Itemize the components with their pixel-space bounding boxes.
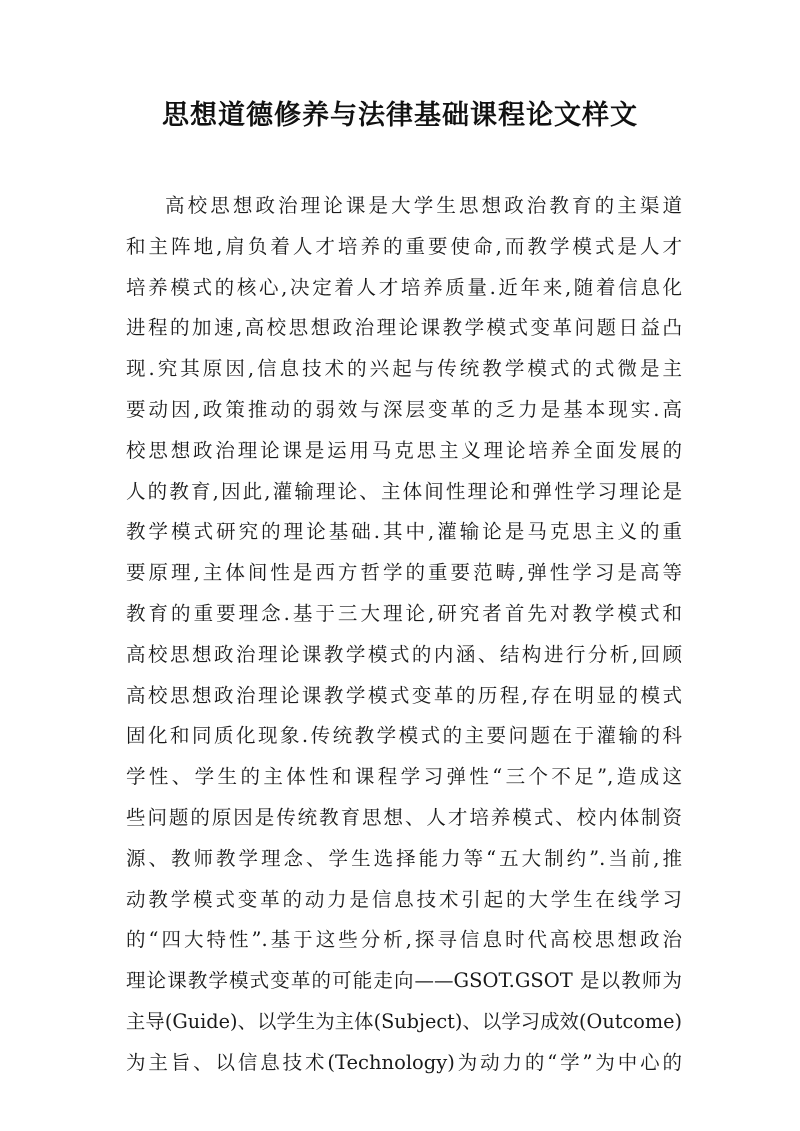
- body-line: 主导(Guide)、以学生为主体(Subject)、以学习成效(Outcome): [126, 1009, 682, 1033]
- body-line: 高校思想政治理论课教学模式变革的历程,存在明显的模式: [126, 683, 682, 707]
- body-line: 高校思想政治理论课教学模式的内涵、结构进行分析,回顾: [126, 642, 682, 666]
- body-line: 人的教育,因此,灌输理论、主体间性理论和弹性学习理论是: [126, 479, 682, 503]
- body-line: 培养模式的核心,决定着人才培养质量.近年来,随着信息化: [126, 275, 682, 299]
- body-line: 源、教师教学理念、学生选择能力等“五大制约”.当前,推: [126, 846, 682, 870]
- body-line: 为主旨、以信息技术(Technology)为动力的“学”为中心的: [126, 1050, 682, 1074]
- body-line: 学性、学生的主体性和课程学习弹性“三个不足”,造成这: [126, 765, 682, 789]
- body-line: 教学模式研究的理论基础.其中,灌输论是马克思主义的重: [126, 520, 682, 544]
- body-line: 教育的重要理念.基于三大理论,研究者首先对教学模式和: [126, 601, 682, 625]
- body-line: 的“四大特性”.基于这些分析,探寻信息时代高校思想政治: [126, 928, 682, 952]
- body-line: 现.究其原因,信息技术的兴起与传统教学模式的式微是主: [126, 357, 682, 381]
- body-line: 理论课教学模式变革的可能走向——GSOT.GSOT 是以教师为: [126, 969, 682, 993]
- body-line: 要原理,主体间性是西方哲学的重要范畴,弹性学习是高等: [126, 561, 682, 585]
- document-body: [126, 186, 682, 1084]
- body-line: 进程的加速,高校思想政治理论课教学模式变革问题日益凸: [126, 316, 682, 340]
- body-line: 校思想政治理论课是运用马克思主义理论培养全面发展的: [126, 438, 682, 462]
- body-line: 高校思想政治理论课是大学生思想政治教育的主渠道: [165, 194, 682, 217]
- body-line: 和主阵地,肩负着人才培养的重要使命,而教学模式是人才: [126, 234, 682, 258]
- body-line: 些问题的原因是传统教育思想、人才培养模式、校内体制资: [126, 805, 682, 829]
- body-line: 要动因,政策推动的弱效与深层变革的乏力是基本现实.高: [126, 397, 682, 421]
- document-title: 思想道德修养与法律基础课程论文样文: [162, 100, 638, 131]
- body-line: 固化和同质化现象.传统教学模式的主要问题在于灌输的科: [126, 724, 682, 748]
- body-line: 动教学模式变革的动力是信息技术引起的大学生在线学习: [126, 887, 682, 911]
